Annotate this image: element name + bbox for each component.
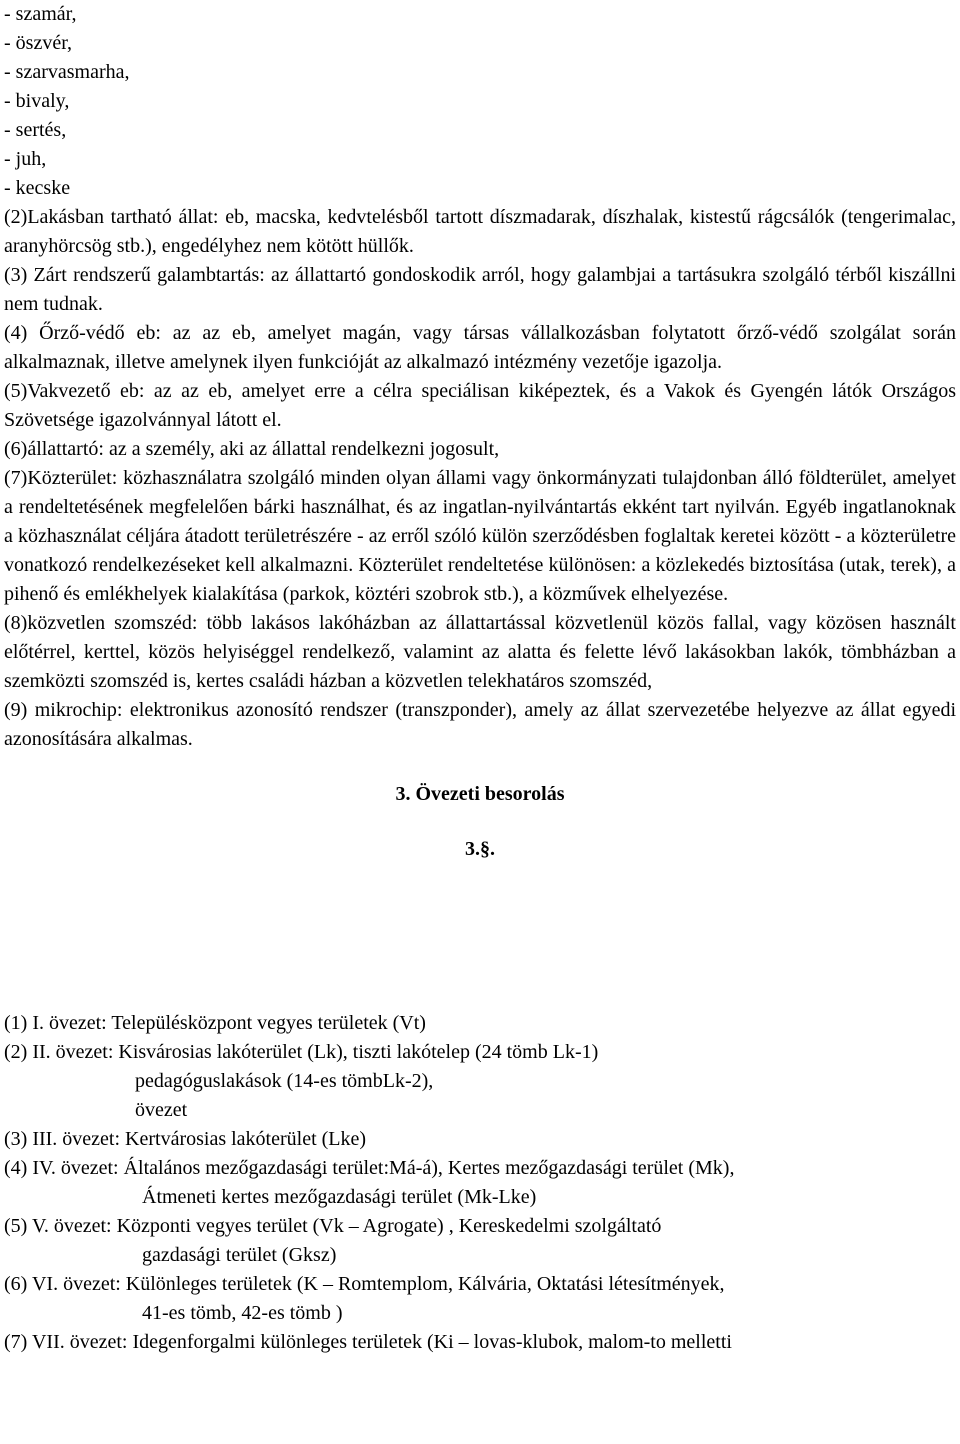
spacer (4, 864, 956, 1009)
spacer (4, 809, 956, 835)
section-title: 3. Övezeti besorolás (395, 783, 565, 805)
zone-item-2-continued: övezet (135, 1099, 188, 1121)
list-item: - sertés, (4, 119, 67, 141)
zone-item-7: (7) VII. övezet: Idegenforgalmi különleges területek (Ki – lovas-klubok, malom-to melletti (4, 1331, 732, 1353)
section-paragraph-number: 3.§. (465, 838, 495, 860)
definition-4: (4) Őrző-védő eb: az az eb, amelyet magán, vagy társas vállalkozásban folytatott őrző-védő szolgálat során alkalmaznak, illetve amelynek ilyen funkcióját az alkalmazó intézmény vezetője igazolja. (4, 322, 956, 373)
definition-7: (7)Közterület: közhasználatra szolgáló minden olyan állami vagy önkormányzati tulajdonban álló földterület, amelyet a rendeltetésének megfelelően bárki használhat, és az ingatlan-nyilvántartás ekként tart nyilván. Egyéb ingatlanoknak a közhasználat céljára átadott területrészére - az erről szóló külön szerződésben foglaltak keretei között - a közterületre vonatkozó rendelkezéseket kell alkalmazni. Közterület rendeltetése különösen: a közlekedés biztosítása (utak, terek), a pihenő és emlékhelyek kialakítása (parkok, köztéri szobrok stb.), a közművek elhelyezése. (4, 467, 956, 605)
spacer (4, 754, 956, 780)
definition-6: (6)állattartó: az a személy, aki az állattal rendelkezni jogosult, (4, 438, 500, 460)
zone-item-6-continued: 41-es tömb, 42-es tömb ) (142, 1302, 343, 1324)
zone-item-3: (3) III. övezet: Kertvárosias lakóterület (Lke) (4, 1128, 367, 1150)
definition-9: (9) mikrochip: elektronikus azonosító rendszer (transzponder), amely az állat szervezetébe helyezve az állat egyedi azonosítására alkalmas. (4, 699, 956, 750)
zone-item-1: (1) I. övezet: Településközpont vegyes területek (Vt) (4, 1012, 426, 1034)
zone-item-2: (2) II. övezet: Kisvárosias lakóterület (Lk), tiszti lakótelep (24 tömb Lk-1) (4, 1041, 599, 1063)
zone-item-6: (6) VI. övezet: Különleges területek (K – Romtemplom, Kálvária, Oktatási létesítmények, (4, 1273, 725, 1295)
zone-item-4: (4) IV. övezet: Általános mezőgazdasági terület:Má-á), Kertes mezőgazdasági terület (Mk), (4, 1157, 735, 1179)
definition-5: (5)Vakvezető eb: az az eb, amelyet erre a célra speciálisan kiképeztek, és a Vakok és Gyengén látók Országos Szövetsége igazolvánnyal látott el. (4, 380, 956, 431)
zone-item-5-continued: gazdasági terület (Gksz) (142, 1244, 337, 1266)
document-page (4, 0, 956, 1357)
list-item: - öszvér, (4, 32, 73, 54)
list-item: - szamár, (4, 3, 77, 25)
definition-2: (2)Lakásban tartható állat: eb, macska, kedvtelésből tartott díszmadarak, díszhalak, kistestű rágcsálók (tengerimalac, aranyhörcsög stb.), engedélyhez nem kötött hüllők. (4, 206, 956, 257)
definition-3: (3) Zárt rendszerű galambtartás: az állattartó gondoskodik arról, hogy galambjai a tartásukra szolgáló térből kiszállni nem tudnak. (4, 264, 956, 315)
zone-item-4-continued: Átmeneti kertes mezőgazdasági terület (Mk-Lke) (142, 1186, 537, 1208)
definition-8: (8)közvetlen szomszéd: több lakásos lakóházban az állattartással közvetlenül közös fallal, vagy közösen használt előtérrel, kerttel, közös helyiséggel rendelkező, valamint az alatta és felette lévő lakásokban lakók, tömbházban a szemközti szomszéd is, kertes családi házban a közvetlen telekhatáros szomszéd, (4, 612, 956, 692)
zone-item-5: (5) V. övezet: Központi vegyes terület (Vk – Agrogate) , Kereskedelmi szolgáltató (4, 1215, 662, 1237)
zone-item-2-continued: pedagóguslakások (14-es tömbLk-2), (135, 1070, 434, 1092)
list-item: - szarvasmarha, (4, 61, 130, 83)
list-item: - juh, (4, 148, 47, 170)
list-item: - kecske (4, 177, 71, 199)
zone-list (4, 1009, 956, 1357)
animal-list (4, 0, 956, 203)
list-item: - bivaly, (4, 90, 70, 112)
